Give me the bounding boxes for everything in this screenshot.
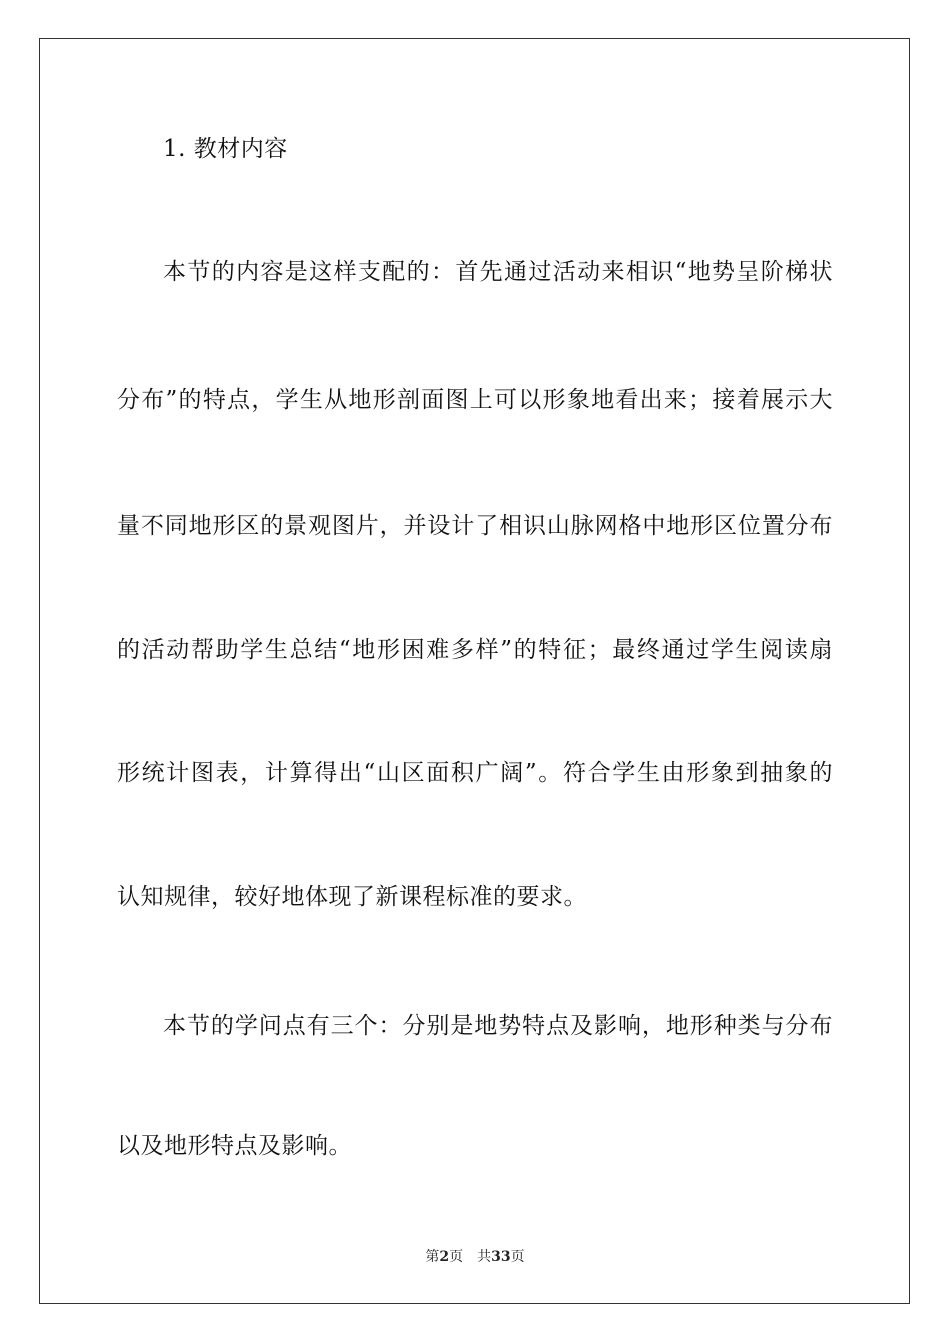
footer-page-number: 2 — [439, 1249, 450, 1265]
paragraph-1-line-1: 本节的内容是这样支配的：首先通过活动来相识“地势呈阶梯状 — [163, 259, 833, 285]
paragraph-1-line-4: 的活动帮助学生总结“地形困难多样”的特征；最终通过学生阅读扇 — [117, 637, 833, 663]
paragraph-1-line-2: 分布”的特点，学生从地形剖面图上可以形象地看出来；接着展示大 — [117, 387, 833, 413]
paragraph-1-line-5: 形统计图表，计算得出“山区面积广阔”。符合学生由形象到抽象的 — [117, 760, 833, 786]
paragraph-1-line-6: 认知规律，较好地体现了新课程标准的要求。 — [117, 884, 587, 910]
paragraph-2-line-1: 本节的学问点有三个：分别是地势特点及影响，地形种类与分布 — [163, 1013, 833, 1039]
footer-page-prefix: 第 — [425, 1249, 440, 1265]
footer-page-suffix: 页 — [510, 1249, 525, 1265]
footer-page-mid: 页 共 — [449, 1249, 492, 1265]
paragraph-2-line-2: 以及地形特点及影响。 — [117, 1133, 352, 1159]
page-border — [39, 38, 910, 1304]
paragraph-1-line-3: 量不同地形区的景观图片，并设计了相识山脉网格中地形区位置分布 — [117, 513, 833, 539]
footer-page-total: 33 — [491, 1249, 511, 1265]
page-footer — [0, 1248, 950, 1266]
section-heading: 1. 教材内容 — [163, 136, 288, 162]
